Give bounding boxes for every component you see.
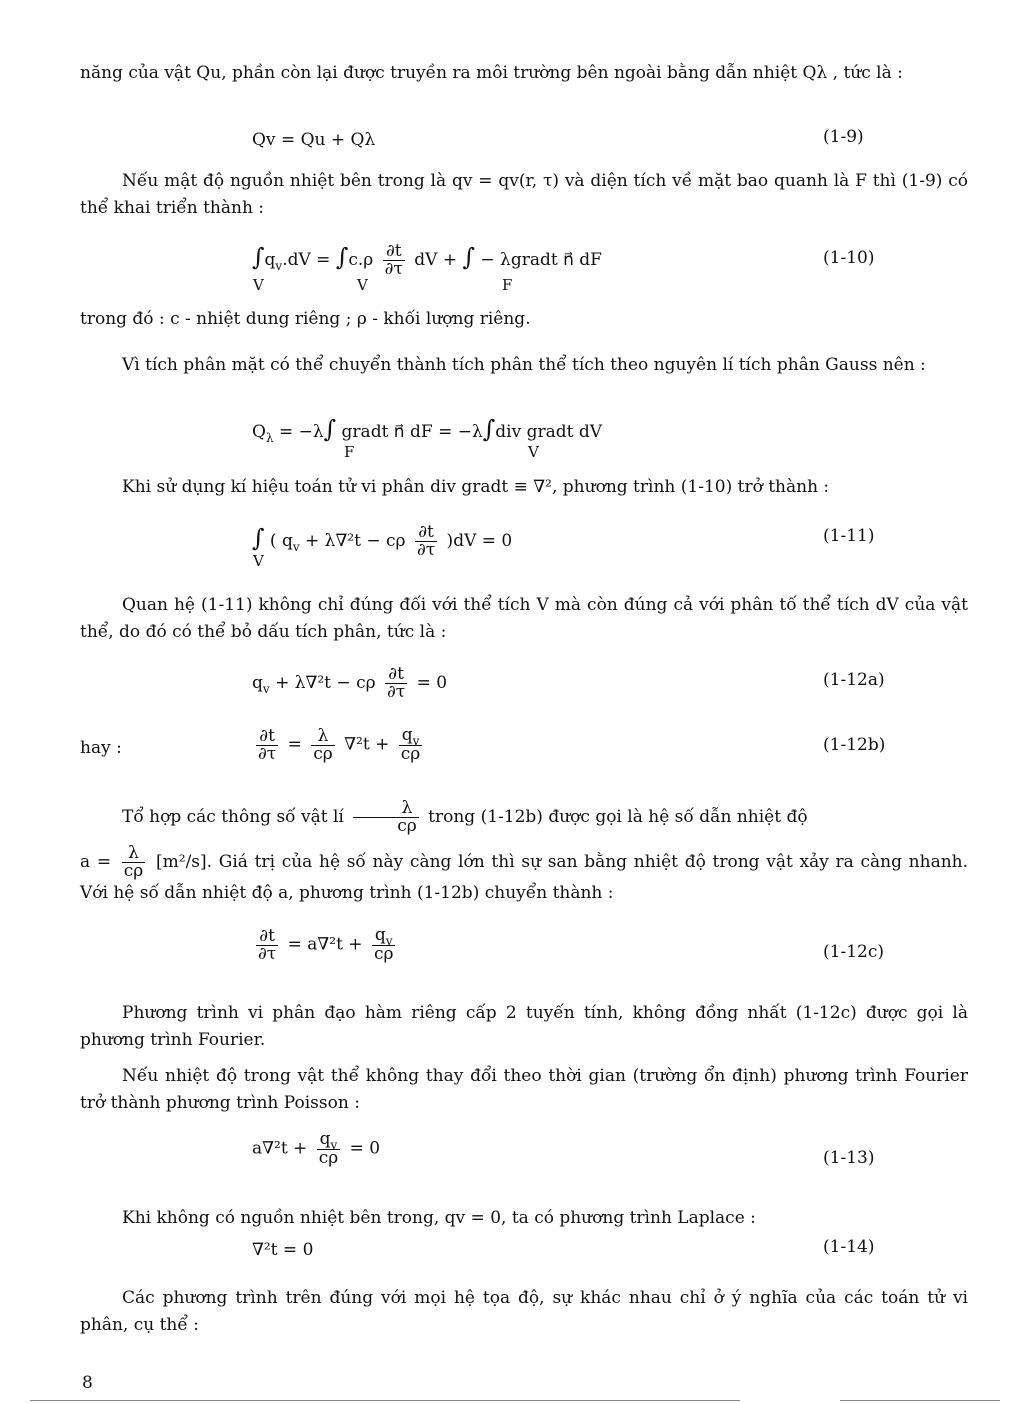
- integral-limit-v2: V: [357, 276, 368, 294]
- paragraph-7: Tổ hợp các thông số vật lí $\frac{\lambda}{c\rho}$ trong (1-12b) được gọi là hệ số dẫn nhiệt độ: [122, 798, 808, 836]
- paragraph-7-part-c: [m²/s]. Giá trị của hệ số này càng lớn thì sự san bằng nhiệt độ trong vật xảy ra càng nhanh. Với hệ số dẫn nhiệt độ a, phương trình (1-12b) chuyển thành :: [80, 852, 969, 903]
- equation-1-14: ∇²t = 0: [252, 1240, 314, 1260]
- paragraph-9: Nếu nhiệt độ trong vật thể không thay đổi theo thời gian (trường ổn định) phương trình Fourier trở thành phương trình Poisson :: [80, 1066, 968, 1113]
- paragraph-1: năng của vật Qu, phần còn lại được truyền ra môi trường bên ngoài bằng dẫn nhiệt Qλ , tức là :: [80, 63, 903, 83]
- paragraph-2: Nếu mật độ nguồn nhiệt bên trong là qv = qv(r, τ) và diện tích về mặt bao quanh là F thì (1-9) có thể khai triển thành :: [80, 171, 968, 218]
- equation-number-1-9: (1-9): [823, 127, 864, 147]
- equation-number-1-12b: (1-12b): [823, 735, 886, 755]
- hay-label: hay :: [80, 738, 122, 758]
- equation-1-13: a∇²t + $\frac{q_v}{c\rho}$ = 0: [252, 1129, 381, 1168]
- equation-1-12a: $q_v + \lambda\nabla^2t - c\rho$ $\frac{\partial t}{\partial\tau}$ = 0: [252, 664, 448, 702]
- equation-1-9: Qv = Qu + Qλ: [252, 130, 376, 150]
- bottom-rule-left: [30, 1400, 740, 1401]
- paragraph-3: trong đó : c - nhiệt dung riêng ; ρ - khối lượng riêng.: [80, 309, 531, 329]
- equation-number-1-11: (1-11): [823, 526, 875, 546]
- equation-1-12c: $\frac{\partial t}{\partial\tau}$ = a∇²t + $\frac{q_v}{c\rho}$: [258, 925, 394, 964]
- integral-limit-f2: F: [344, 443, 355, 461]
- paragraph-10: Khi không có nguồn nhiệt bên trong, qv = 0, ta có phương trình Laplace :: [122, 1208, 756, 1228]
- equation-number-1-12a: (1-12a): [823, 670, 885, 690]
- paragraph-7-continued: a = $\frac{\lambda}{c\rho}$ [m²/s]. Giá trị của hệ số này càng lớn thì sự san bằng nhiệt độ trong vật xảy ra càng nhanh. Với hệ số dẫn nhiệt độ a, phương trình (1-12b) chuyển thành :: [80, 843, 969, 903]
- paragraph-8: Phương trình vi phân đạo hàm riêng cấp 2 tuyến tính, không đồng nhất (1-12c) được gọi là phương trình Fourier.: [80, 1003, 968, 1050]
- paragraph-5: Khi sử dụng kí hiệu toán tử vi phân div gradt ≡ ∇², phương trình (1-10) trở thành :: [122, 477, 830, 497]
- paragraph-7-part-b: trong (1-12b) được gọi là hệ số dẫn nhiệt độ: [428, 807, 808, 827]
- paragraph-6: Quan hệ (1-11) không chỉ đúng đối với thể tích V mà còn đúng cả với phân tố thể tích dV của vật thể, do đó có thể bỏ dấu tích phân, tức là :: [80, 595, 968, 642]
- equation-gauss: $Q_\lambda = -\lambda\int$ gradt n⃗ dF = −λ∫div gradt dV: [252, 415, 602, 445]
- integral-limit-v4: V: [253, 552, 264, 570]
- paragraph-4: Vì tích phân mặt có thể chuyển thành tích phân thể tích theo nguyên lí tích phân Gauss nên :: [122, 355, 926, 375]
- page-number: 8: [82, 1373, 93, 1393]
- equation-number-1-12c: (1-12c): [823, 942, 884, 962]
- paragraph-7-part-a: Tổ hợp các thông số vật lí: [122, 807, 344, 827]
- equation-1-11: ∫ ( $q_v + \lambda\nabla^2t - c\rho$ $\frac{\partial t}{\partial\tau}$ )dV = 0: [252, 522, 513, 560]
- paragraph-11: Các phương trình trên đúng với mọi hệ tọa độ, sự khác nhau chỉ ở ý nghĩa của các toán tử vi phân, cụ thể :: [80, 1288, 968, 1335]
- equation-1-10: $\int q_v.dV = \int c.\rho$ $\frac{\partial t}{\partial\tau}$ dV + ∫ − λgradt n⃗ dF: [252, 241, 602, 279]
- equation-number-1-10: (1-10): [823, 248, 875, 268]
- integral-limit-v1: V: [253, 276, 264, 294]
- equation-number-1-14: (1-14): [823, 1237, 875, 1257]
- integral-limit-v3: V: [528, 443, 539, 461]
- bottom-rule-right: [840, 1400, 1000, 1401]
- integral-limit-f: F: [502, 276, 513, 294]
- equation-number-1-13: (1-13): [823, 1148, 875, 1168]
- equation-1-12b: $\frac{\partial t}{\partial\tau}$ = $\frac{\lambda}{c\rho}$ ∇²t + $\frac{q_v}{c\rho}$: [258, 725, 421, 764]
